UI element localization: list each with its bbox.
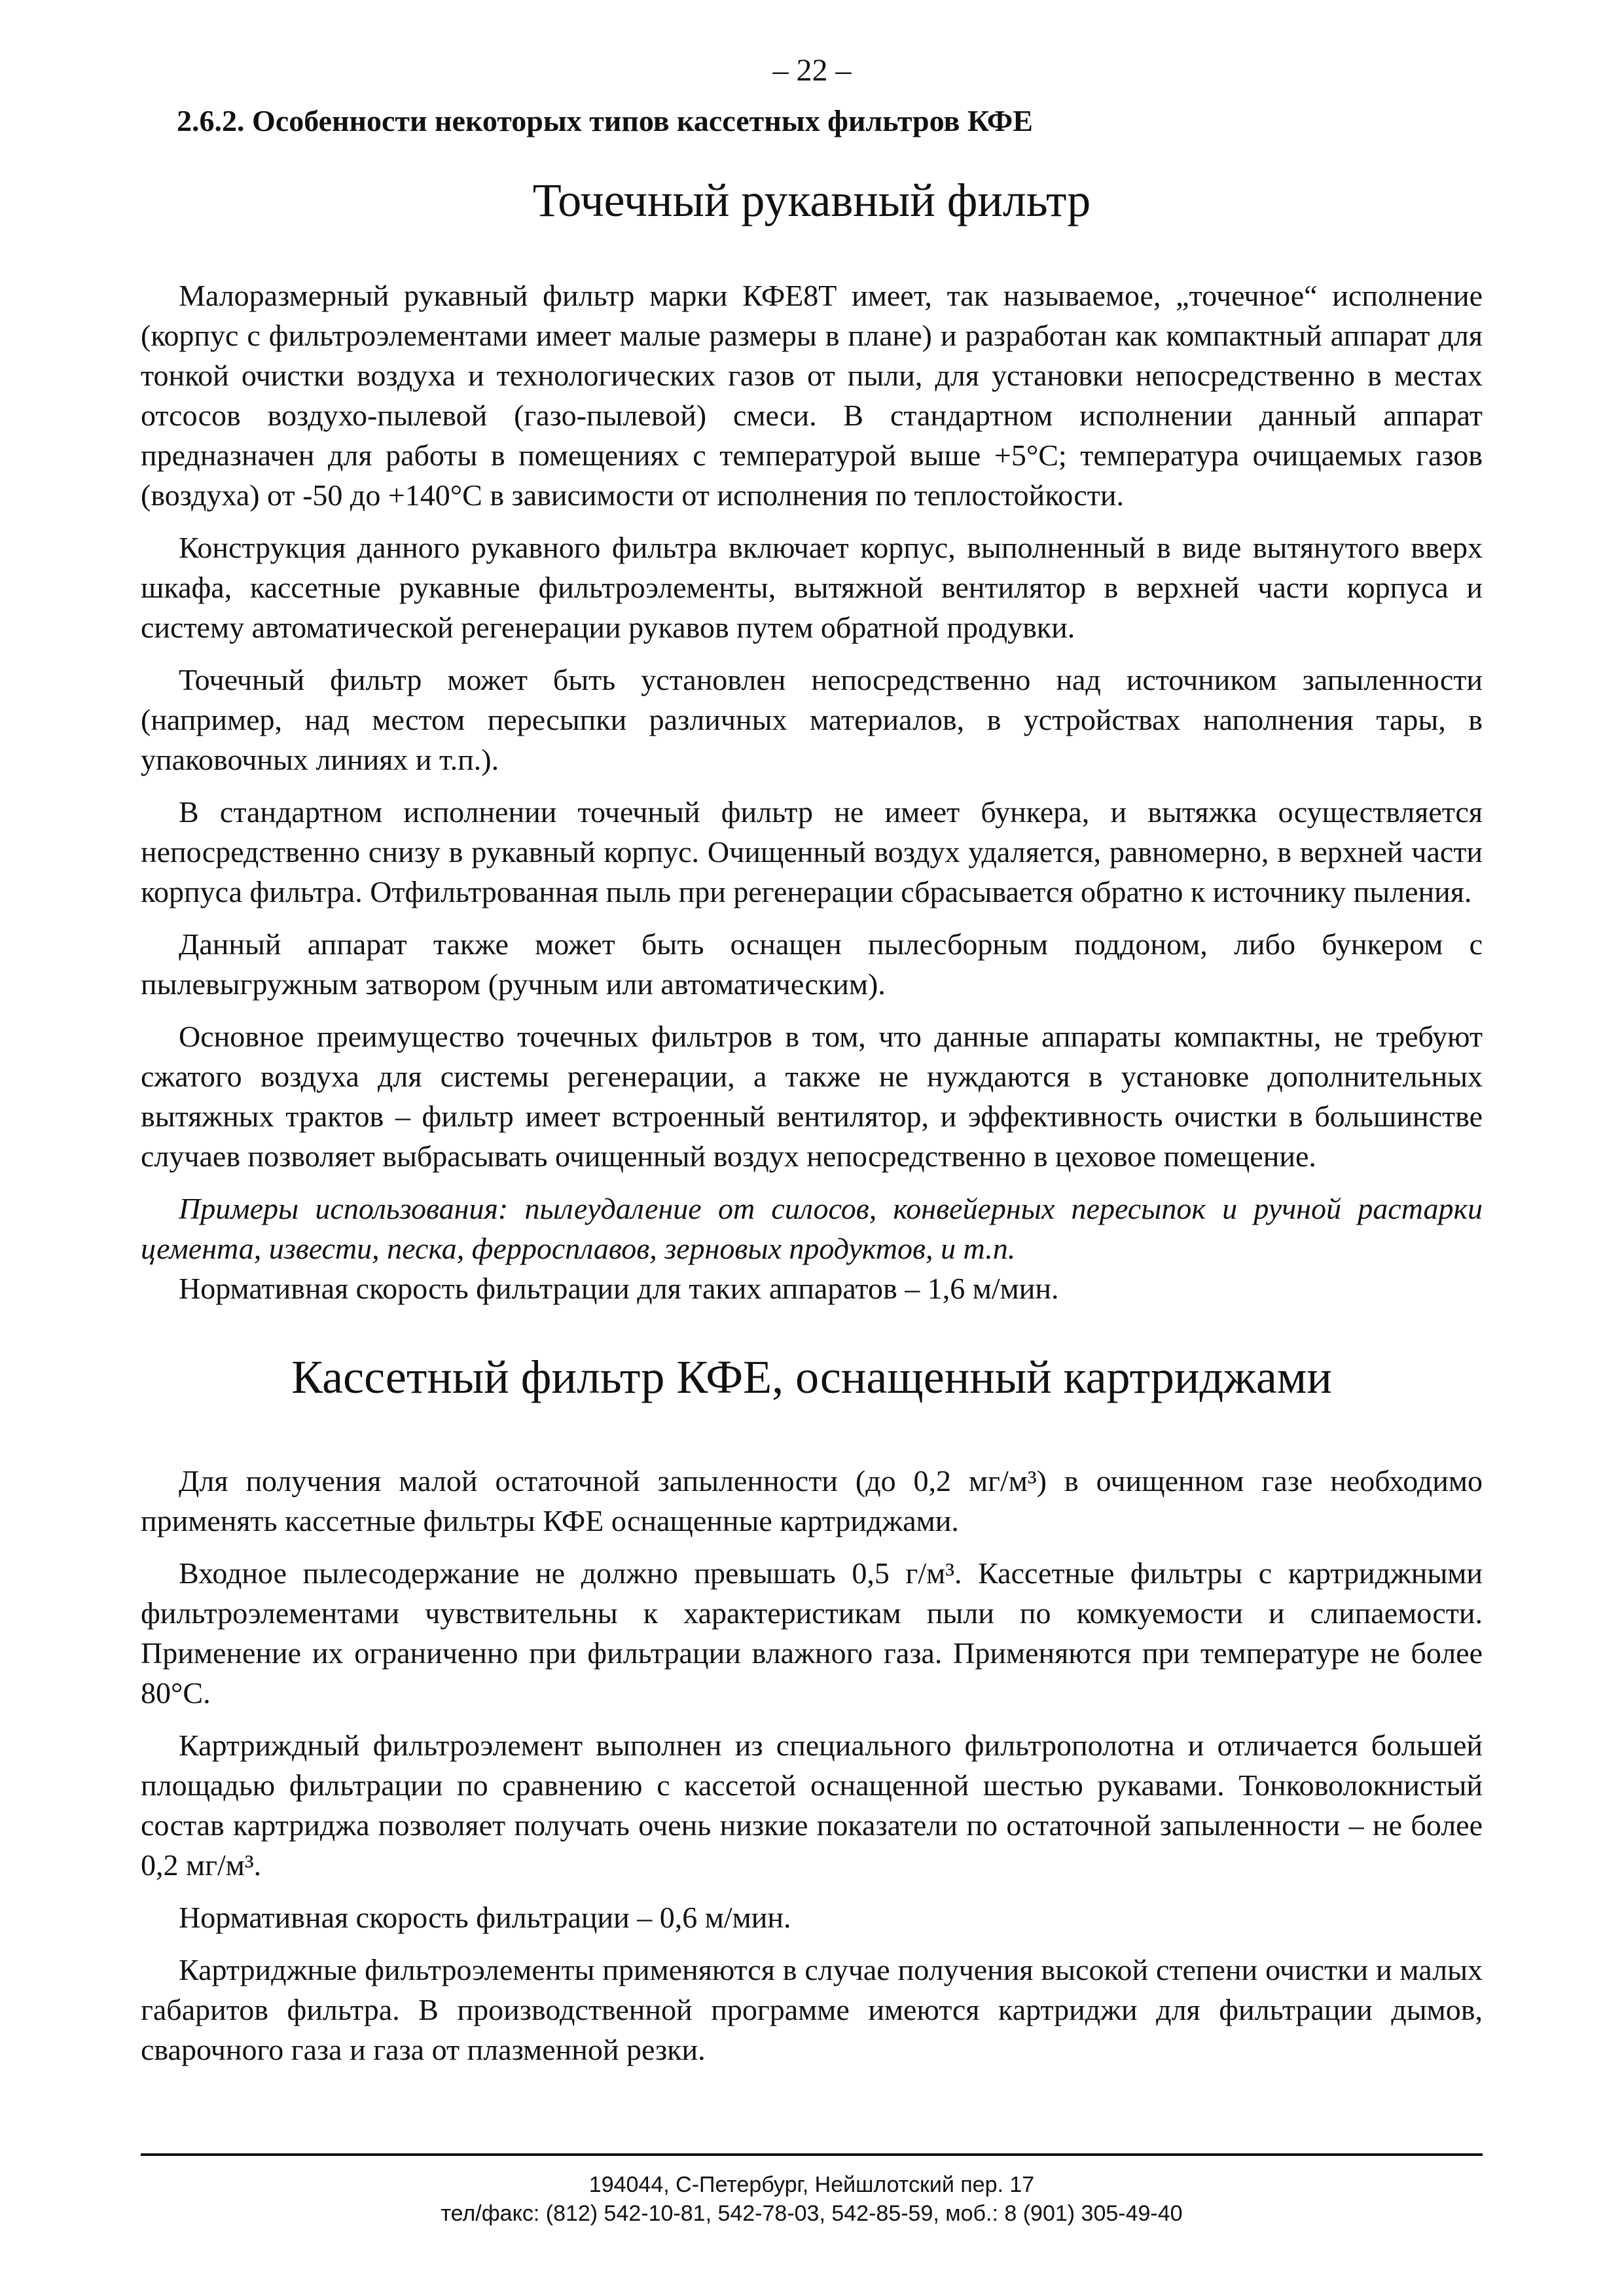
paragraph: Картриждный фильтроэлемент выполнен из специального фильтрополотна и отличается большей площадью фильтрации по сравнению с кассетой оснащенной шестью рукавами. Тонковолокнистый состав картриджа позволяет получать очень низкие показатели по остаточной запыленности – не более 0,2 мг/м³. — [141, 1728, 1483, 1882]
paragraph: Основное преимущество точечных фильтров в том, что данные аппараты компактны, не требуют сжатого воздуха для системы регенерации, а также не нуждаются в установке дополнительных вытяжных трактов – фильтр имеет встроенный вентилятор, и эффективность очистки в большинстве случаев позволяет выбрасывать очищенный воздух непосредственно в цеховое помещение. — [141, 1020, 1483, 1174]
paragraph: Точечный фильтр может быть установлен непосредственно над источником запыленности (например, над местом пересыпки различных материалов, в устройствах наполнения тары, в упаковочных линиях и т.п.). — [141, 663, 1483, 777]
page-content — [141, 160, 1483, 2082]
page-number: – 22 – — [772, 53, 852, 88]
footer-phones: тел/факс: (812) 542-10-81, 542-78-03, 542-85-59, моб.: 8 (901) 305-49-40 — [441, 2201, 1183, 2226]
footer-divider — [141, 2153, 1483, 2156]
paragraph: Входное пылесодержание не должно превышать 0,5 г/м³. Кассетные фильтры с картриджными фильтроэлементами чувствительны к характеристикам пыли по комкуемости и слипаемости. Применение их ограниченно при фильтрации влажного газа. Применяются при температуре не более 80°С. — [141, 1556, 1483, 1710]
subsection-title-cartridge-filter: Кассетный фильтр КФЕ, оснащенный картриджами — [291, 1351, 1332, 1404]
footer-address: 194044, С-Петербург, Нейшлотский пер. 17 — [588, 2172, 1035, 2197]
usage-examples: Примеры использования: пылеудаление от силосов, конвейерных пересыпок и ручной растарки цемента, извести, песка, ферросплавов, зерновых продуктов, и т.п. — [141, 1192, 1483, 1266]
subsection-title-spot-filter: Точечный рукавный фильтр — [532, 174, 1091, 226]
section-heading: 2.6.2. Особенности некоторых типов кассетных фильтров КФЕ — [177, 104, 1033, 137]
paragraph: Картриджные фильтроэлементы применяются в случае получения высокой степени очистки и малых габаритов фильтра. В производственной программе имеются картриджи для фильтрации дымов, сварочного газа и газа от плазменной резки. — [141, 1952, 1483, 2066]
paragraph: Конструкция данного рукавного фильтра включает корпус, выполненный в виде вытянутого вверх шкафа, кассетные рукавные фильтроэлементы, вытяжной вентилятор в верхней части корпуса и систему автоматической регенерации рукавов путем обратной продувки. — [141, 531, 1483, 645]
page-footer — [141, 2153, 1483, 2228]
paragraph: Данный аппарат также может быть оснащен пылесборным поддоном, либо бункером с пылевыгружным затвором (ручным или автоматическим). — [141, 927, 1483, 1001]
paragraph: Нормативная скорость фильтрации – 0,6 м/мин. — [179, 1900, 791, 1934]
paragraph: В стандартном исполнении точечный фильтр не имеет бункера, и вытяжка осуществляется непосредственно снизу в рукавный корпус. Очищенный воздух удаляется, равномерно, в верхней части корпуса фильтра. Отфильтрованная пыль при регенерации сбрасывается обратно к источнику пыления. — [141, 795, 1483, 909]
paragraph: Малоразмерный рукавный фильтр марки КФЕ8Т имеет, так называемое, „точечное“ исполнение (корпус с фильтроэлементами имеет малые размеры в плане) и разработан как компактный аппарат для тонкой очистки воздуха и технологических газов от пыли, для установки непосредственно в местах отсосов воздухо-пылевой (газо-пылевой) смеси. В стандартном исполнении данный аппарат предназначен для работы в помещениях с температурой выше +5°С; температура очищаемых газов (воздуха) от -50 до +140°С в зависимости от исполнения по теплостойкости. — [141, 279, 1483, 512]
filtration-rate-note: Нормативная скорость фильтрации для таких аппаратов – 1,6 м/мин. — [179, 1272, 1059, 1306]
paragraph: Для получения малой остаточной запыленности (до 0,2 мг/м³) в очищенном газе необходимо применять кассетные фильтры КФЕ оснащенные картриджами. — [141, 1463, 1483, 1537]
